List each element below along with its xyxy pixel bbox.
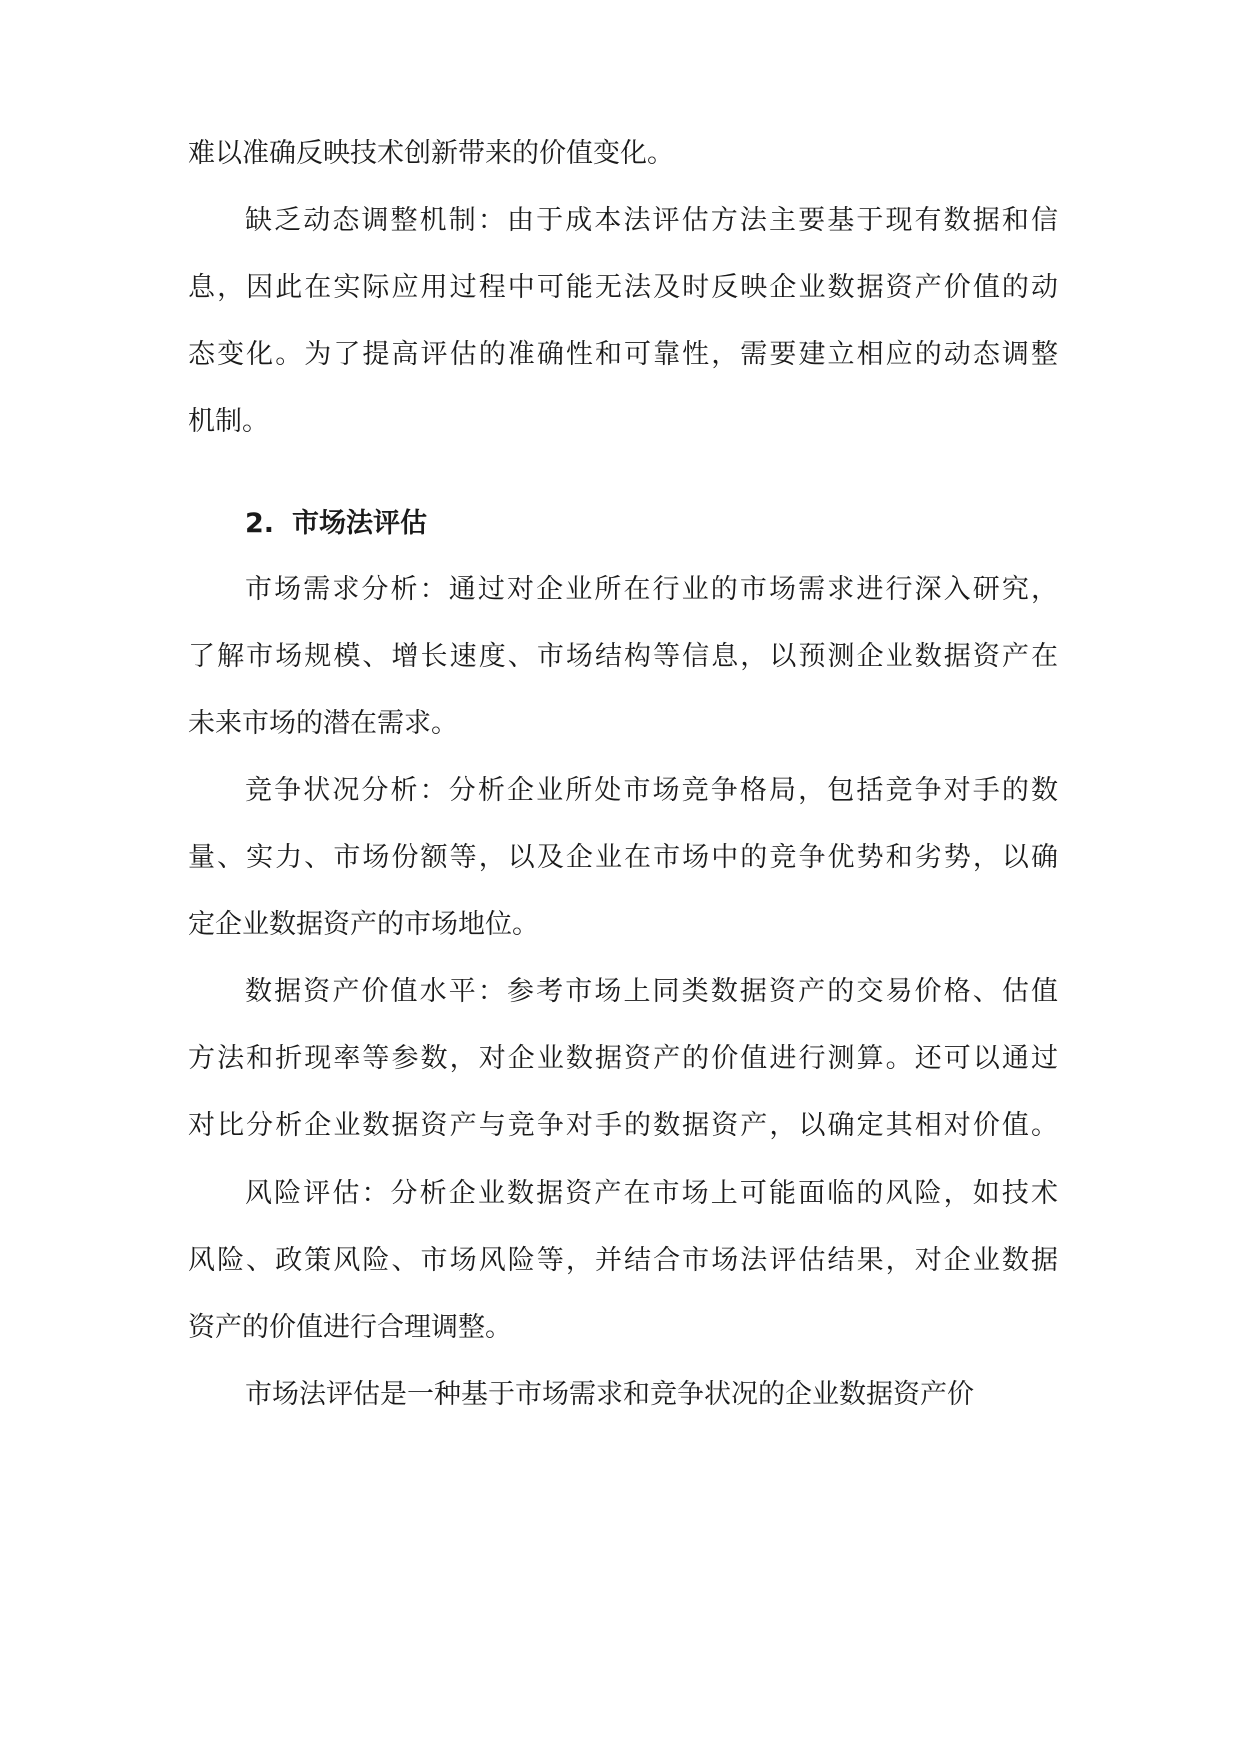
section-heading — [245, 510, 427, 537]
text-line: 定企业数据资产的市场地位。 — [188, 909, 539, 940]
text-line: 数据资产价值水平：参考市场上同类数据资产的交易价格、估值 — [245, 976, 1058, 1007]
text-line: 量、实力、市场份额等，以及企业在市场中的竞争优势和劣势，以确 — [188, 842, 1058, 873]
text-line: 风险评估：分析企业数据资产在市场上可能面临的风险，如技术 — [245, 1178, 1058, 1209]
text-line: 机制。 — [188, 406, 269, 437]
text-line: 竞争状况分析：分析企业所处市场竞争格局，包括竞争对手的数 — [245, 775, 1058, 806]
section-title: 市场法评估 — [292, 508, 428, 539]
text-line: 缺乏动态调整机制：由于成本法评估方法主要基于现有数据和信 — [245, 205, 1058, 236]
text-line: 对比分析企业数据资产与竞争对手的数据资产，以确定其相对价值。 — [188, 1110, 1058, 1141]
section-number: 2. — [245, 508, 275, 539]
text-line: 难以准确反映技术创新带来的价值变化。 — [188, 138, 674, 169]
text-line: 息，因此在实际应用过程中可能无法及时反映企业数据资产价值的动 — [188, 272, 1058, 303]
text-line: 市场法评估是一种基于市场需求和竞争状况的企业数据资产价 — [245, 1379, 974, 1410]
text-line: 风险、政策风险、市场风险等，并结合市场法评估结果，对企业数据 — [188, 1245, 1058, 1276]
text-line: 市场需求分析：通过对企业所在行业的市场需求进行深入研究， — [245, 574, 1058, 605]
text-line: 未来市场的潜在需求。 — [188, 708, 458, 739]
text-line: 资产的价值进行合理调整。 — [188, 1312, 512, 1343]
text-line: 方法和折现率等参数，对企业数据资产的价值进行测算。还可以通过 — [188, 1043, 1058, 1074]
text-line: 了解市场规模、增长速度、市场结构等信息，以预测企业数据资产在 — [188, 641, 1058, 672]
text-line: 态变化。为了提高评估的准确性和可靠性，需要建立相应的动态调整 — [188, 339, 1058, 370]
